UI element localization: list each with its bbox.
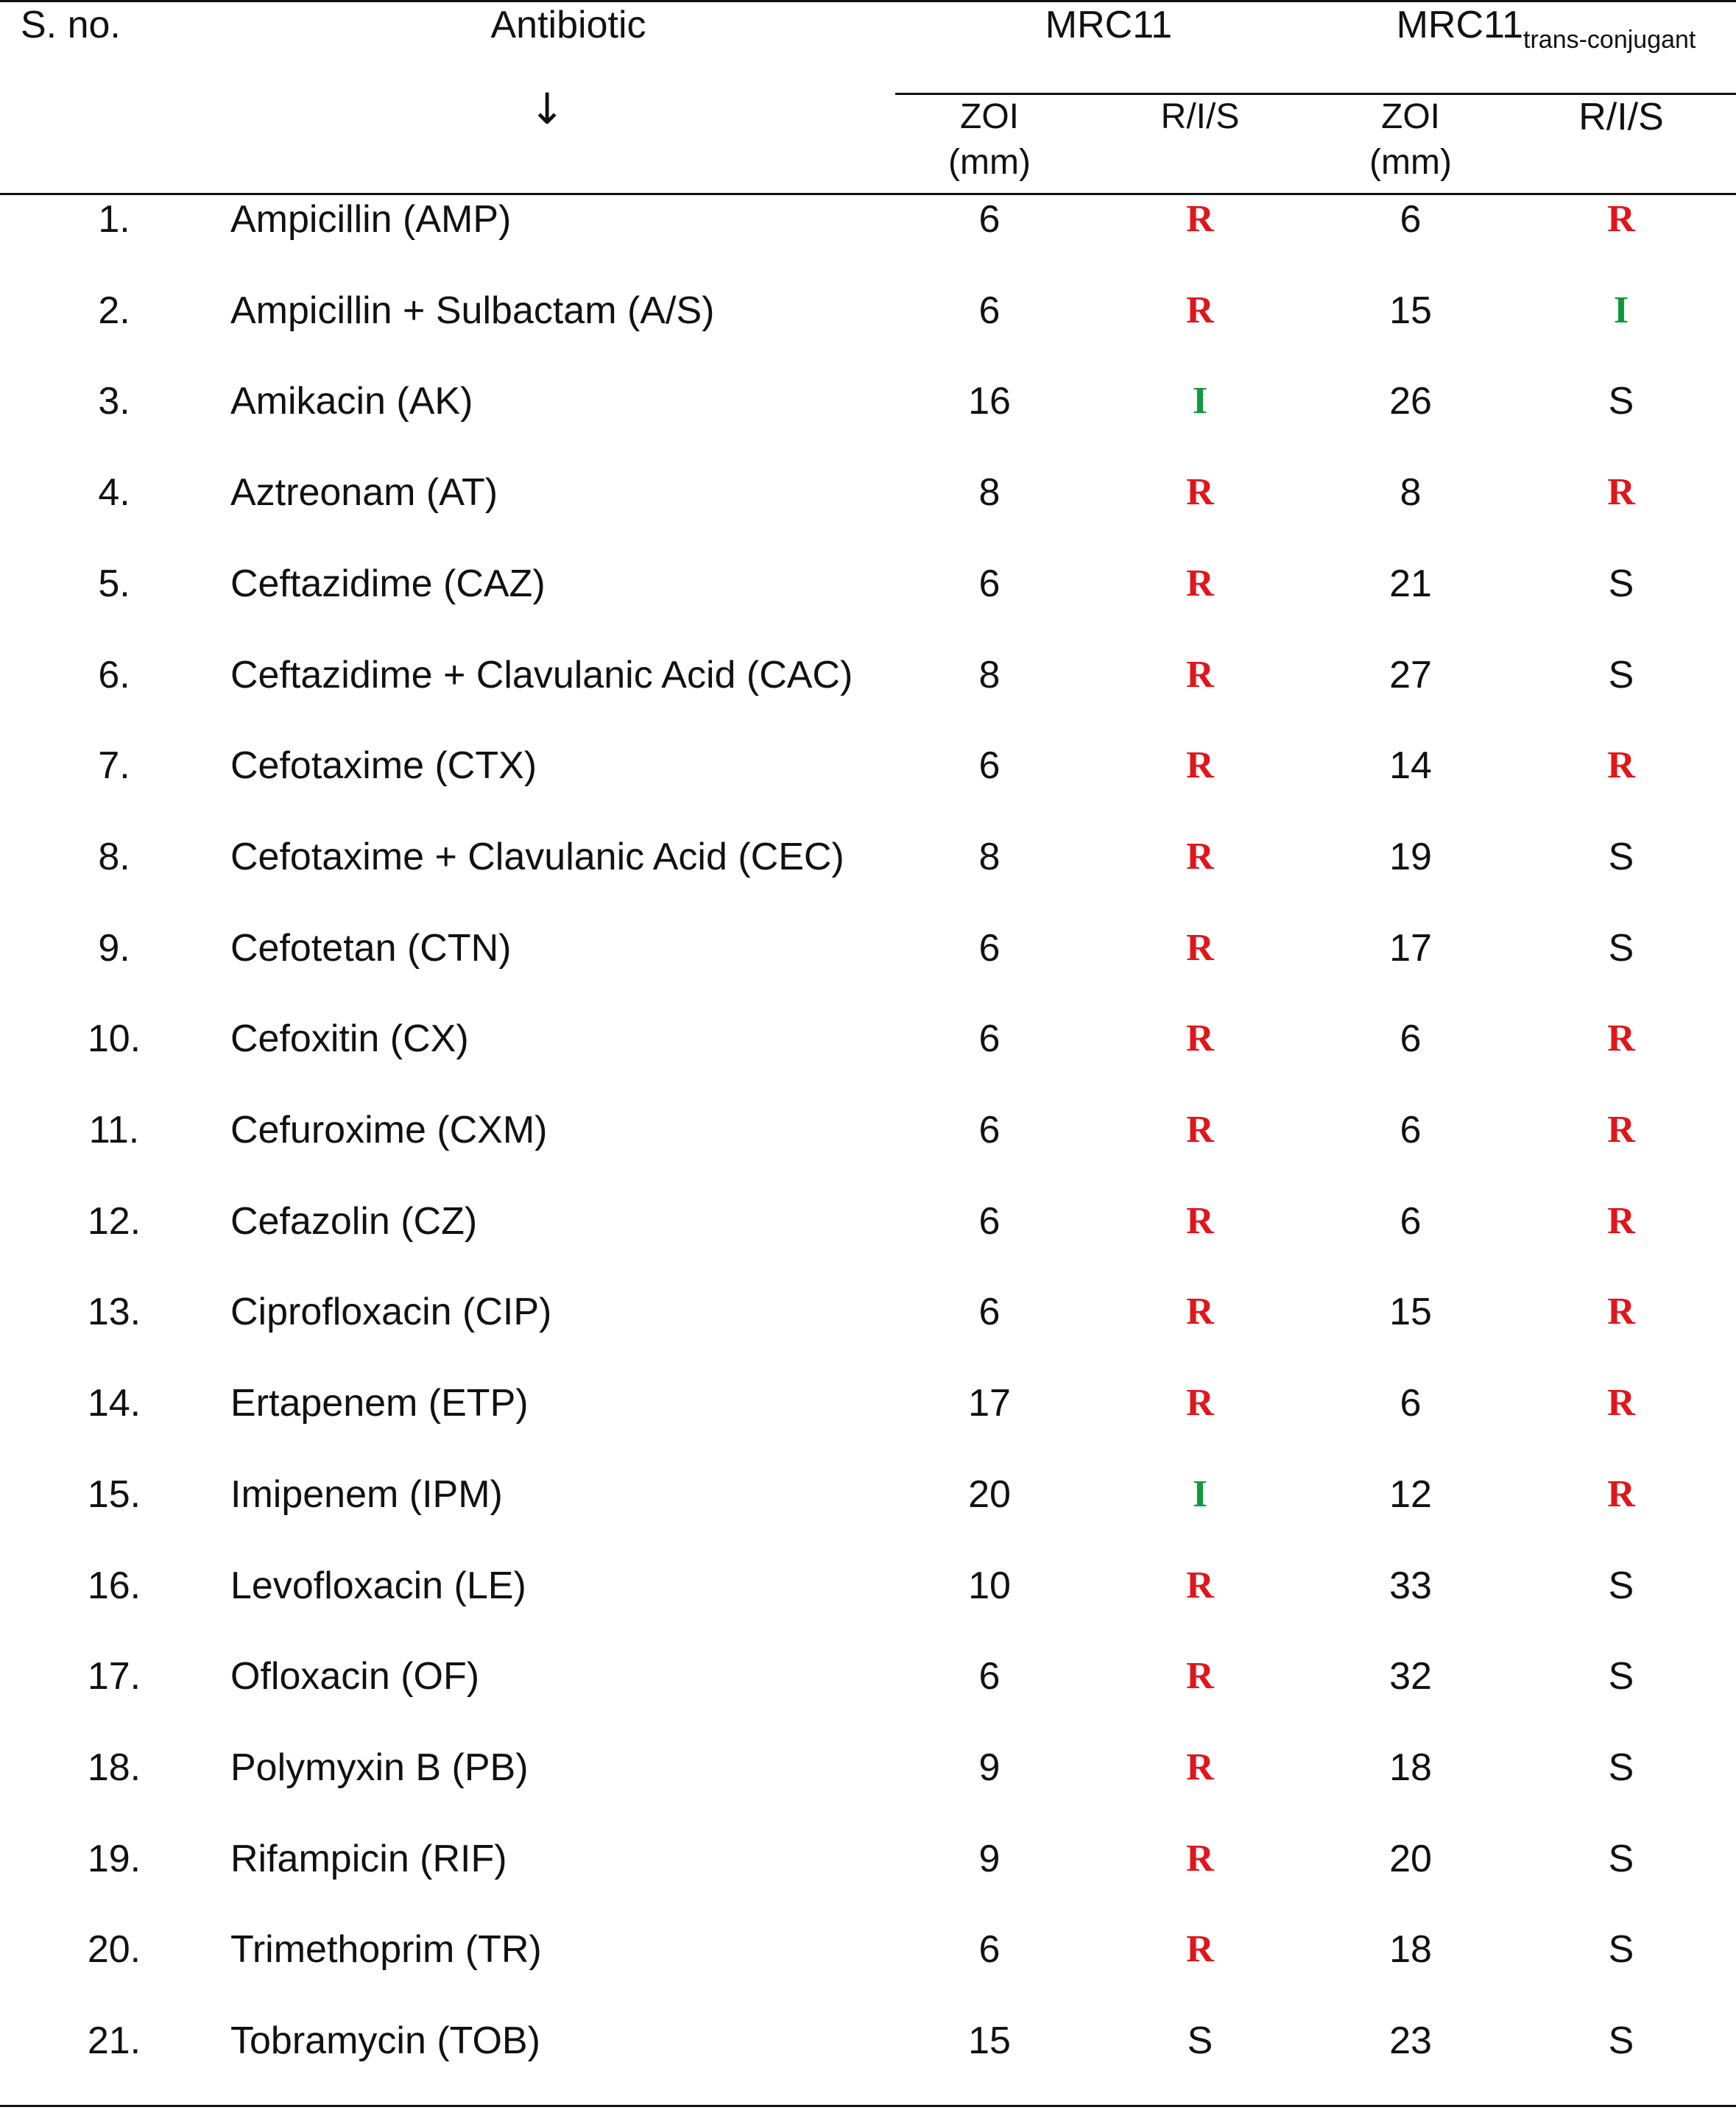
- row-ris-mrc11: R: [1186, 1109, 1214, 1151]
- row-antibiotic-name: Cefotaxime + Clavulanic Acid (CEC): [230, 836, 844, 878]
- row-zoi-mrc11: 6: [978, 1109, 1001, 1151]
- row-zoi-transconjugant: 12: [1389, 1473, 1432, 1516]
- row-serial-number: 18.: [87, 1746, 141, 1789]
- row-zoi-transconjugant: 6: [1400, 198, 1422, 241]
- row-ris-mrc11: R: [1186, 1564, 1214, 1606]
- row-serial-number: 10.: [87, 1017, 141, 1060]
- row-serial-number: 9.: [98, 927, 130, 970]
- row-serial-number: 20.: [87, 1928, 141, 1971]
- row-ris-transconjugant: R: [1607, 1473, 1635, 1515]
- row-zoi-transconjugant: 6: [1400, 1382, 1422, 1425]
- row-ris-mrc11: I: [1192, 380, 1208, 422]
- row-zoi-mrc11: 6: [978, 1655, 1001, 1698]
- row-zoi-transconjugant: 21: [1389, 562, 1432, 605]
- row-antibiotic-name: Ofloxacin (OF): [230, 1655, 480, 1698]
- row-ris-transconjugant: S: [1608, 562, 1634, 605]
- row-serial-number: 16.: [87, 1564, 141, 1607]
- row-serial-number: 1.: [98, 198, 130, 241]
- row-antibiotic-name: Tobramycin (TOB): [230, 2019, 540, 2062]
- row-serial-number: 14.: [87, 1382, 141, 1425]
- row-ris-transconjugant: I: [1613, 289, 1629, 331]
- row-zoi-mrc11: 8: [978, 654, 1001, 696]
- row-ris-transconjugant: R: [1607, 1291, 1635, 1333]
- row-antibiotic-name: Cefotaxime (CTX): [230, 744, 537, 787]
- row-ris-mrc11: R: [1186, 927, 1214, 969]
- row-serial-number: 2.: [98, 289, 130, 332]
- row-antibiotic-name: Amikacin (AK): [230, 380, 473, 423]
- row-ris-transconjugant: S: [1608, 927, 1634, 970]
- row-zoi-mrc11: 15: [968, 2019, 1011, 2062]
- row-zoi-mrc11: 17: [968, 1382, 1011, 1425]
- row-serial-number: 6.: [98, 654, 130, 696]
- row-serial-number: 19.: [87, 1838, 141, 1880]
- row-zoi-mrc11: 6: [978, 927, 1001, 970]
- header-zoi-label: ZOI: [1381, 97, 1440, 136]
- row-antibiotic-name: Ertapenem (ETP): [230, 1382, 529, 1425]
- row-antibiotic-name: Aztreonam (AT): [230, 471, 498, 514]
- row-serial-number: 12.: [87, 1200, 141, 1243]
- row-zoi-transconjugant: 23: [1389, 2019, 1432, 2062]
- row-ris-transconjugant: S: [1608, 1564, 1634, 1607]
- row-antibiotic-name: Ampicillin + Sulbactam (A/S): [230, 289, 715, 332]
- row-serial-number: 13.: [87, 1291, 141, 1333]
- header-zoi-mrc11: [908, 94, 1070, 186]
- row-ris-transconjugant: R: [1607, 1382, 1635, 1424]
- row-zoi-mrc11: 20: [968, 1473, 1011, 1516]
- row-zoi-transconjugant: 27: [1389, 654, 1432, 696]
- row-zoi-transconjugant: 33: [1389, 1564, 1432, 1607]
- header-ris-transconjugant: R/I/S: [1578, 96, 1664, 138]
- row-zoi-transconjugant: 6: [1400, 1200, 1422, 1243]
- header-group2-subscript: trans-conjugant: [1523, 26, 1696, 54]
- row-ris-mrc11: R: [1186, 1655, 1214, 1697]
- row-ris-transconjugant: R: [1607, 471, 1635, 513]
- row-ris-transconjugant: S: [1608, 654, 1634, 696]
- row-antibiotic-name: Trimethoprim (TR): [230, 1928, 542, 1971]
- row-zoi-transconjugant: 14: [1389, 744, 1432, 787]
- row-antibiotic-name: Ceftazidime + Clavulanic Acid (CAC): [230, 654, 853, 696]
- header-serial-number: S. no.: [21, 4, 121, 46]
- row-zoi-transconjugant: 26: [1389, 380, 1432, 423]
- row-antibiotic-name: Ciprofloxacin (CIP): [230, 1291, 552, 1333]
- row-ris-mrc11: R: [1186, 1928, 1214, 1970]
- row-ris-mrc11: R: [1186, 1838, 1214, 1880]
- row-antibiotic-name: Cefoxitin (CX): [230, 1017, 469, 1060]
- row-zoi-transconjugant: 18: [1389, 1746, 1432, 1789]
- row-ris-transconjugant: S: [1608, 1928, 1634, 1971]
- row-antibiotic-name: Ceftazidime (CAZ): [230, 562, 546, 605]
- row-ris-transconjugant: R: [1607, 1109, 1635, 1151]
- row-ris-mrc11: S: [1187, 2019, 1213, 2062]
- row-zoi-mrc11: 6: [978, 744, 1001, 787]
- row-zoi-transconjugant: 20: [1389, 1838, 1432, 1880]
- top-rule: [0, 0, 1736, 2]
- row-ris-transconjugant: S: [1608, 2019, 1634, 2062]
- row-ris-transconjugant: R: [1607, 1200, 1635, 1242]
- row-antibiotic-name: Polymyxin B (PB): [230, 1746, 529, 1789]
- row-serial-number: 15.: [87, 1473, 141, 1516]
- header-zoi-transconjugant: [1330, 94, 1492, 186]
- row-ris-mrc11: R: [1186, 1291, 1214, 1333]
- table-bottom-rule: [0, 2105, 1736, 2107]
- header-antibiotic: Antibiotic: [490, 4, 646, 46]
- row-antibiotic-name: Ampicillin (AMP): [230, 198, 512, 241]
- row-zoi-transconjugant: 18: [1389, 1928, 1432, 1971]
- row-zoi-mrc11: 6: [978, 1291, 1001, 1333]
- row-ris-mrc11: R: [1186, 744, 1214, 786]
- row-serial-number: 8.: [98, 836, 130, 878]
- header-bottom-rule: [0, 193, 1736, 195]
- row-antibiotic-name: Cefazolin (CZ): [230, 1200, 478, 1243]
- row-ris-mrc11: R: [1186, 289, 1214, 331]
- row-zoi-mrc11: 6: [978, 289, 1001, 332]
- row-zoi-mrc11: 6: [978, 1200, 1001, 1243]
- row-zoi-transconjugant: 15: [1389, 1291, 1432, 1333]
- header-zoi-unit: (mm): [1369, 143, 1452, 182]
- header-ris-mrc11: R/I/S: [1160, 97, 1240, 136]
- row-serial-number: 4.: [98, 471, 130, 514]
- row-ris-transconjugant: R: [1607, 198, 1635, 240]
- row-ris-transconjugant: R: [1607, 744, 1635, 786]
- row-zoi-transconjugant: 6: [1400, 1109, 1422, 1151]
- row-ris-transconjugant: S: [1608, 1746, 1634, 1789]
- header-group-mrc11-transconjugant: [1369, 3, 1723, 62]
- row-ris-mrc11: R: [1186, 198, 1214, 240]
- row-antibiotic-name: Imipenem (IPM): [230, 1473, 503, 1516]
- row-ris-mrc11: R: [1186, 1200, 1214, 1242]
- row-serial-number: 3.: [98, 380, 130, 423]
- header-group-mrc11: MRC11: [1045, 4, 1173, 46]
- row-ris-mrc11: I: [1192, 1473, 1208, 1515]
- row-ris-mrc11: R: [1186, 1017, 1214, 1059]
- row-zoi-mrc11: 9: [978, 1746, 1001, 1789]
- row-ris-transconjugant: S: [1608, 1655, 1634, 1698]
- row-zoi-mrc11: 8: [978, 836, 1001, 878]
- row-zoi-mrc11: 6: [978, 198, 1001, 241]
- row-zoi-transconjugant: 19: [1389, 836, 1432, 878]
- header-zoi-label: ZOI: [960, 97, 1019, 136]
- row-ris-transconjugant: R: [1607, 1017, 1635, 1059]
- row-ris-mrc11: R: [1186, 562, 1214, 604]
- row-zoi-mrc11: 10: [968, 1564, 1011, 1607]
- row-ris-transconjugant: S: [1608, 380, 1634, 423]
- row-serial-number: 17.: [87, 1655, 141, 1698]
- header-zoi-unit: (mm): [948, 143, 1031, 182]
- row-antibiotic-name: Rifampicin (RIF): [230, 1838, 507, 1880]
- row-antibiotic-name: Levofloxacin (LE): [230, 1564, 526, 1607]
- row-zoi-mrc11: 6: [978, 562, 1001, 605]
- row-antibiotic-name: Cefuroxime (CXM): [230, 1109, 548, 1151]
- row-zoi-mrc11: 16: [968, 380, 1011, 423]
- row-zoi-transconjugant: 17: [1389, 927, 1432, 970]
- row-serial-number: 21.: [87, 2019, 141, 2062]
- row-zoi-transconjugant: 15: [1389, 289, 1432, 332]
- row-serial-number: 5.: [98, 562, 130, 605]
- row-zoi-transconjugant: 6: [1400, 1017, 1422, 1060]
- row-serial-number: 11.: [88, 1109, 140, 1151]
- row-zoi-mrc11: 9: [978, 1838, 1001, 1880]
- row-ris-mrc11: R: [1186, 654, 1214, 696]
- row-zoi-mrc11: 6: [978, 1928, 1001, 1971]
- row-zoi-mrc11: 6: [978, 1017, 1001, 1060]
- row-ris-mrc11: R: [1186, 1746, 1214, 1788]
- row-ris-transconjugant: S: [1608, 836, 1634, 878]
- row-ris-mrc11: R: [1186, 836, 1214, 878]
- down-arrow-icon: ↓: [529, 84, 565, 134]
- row-zoi-mrc11: 8: [978, 471, 1001, 514]
- row-zoi-transconjugant: 8: [1400, 471, 1422, 514]
- row-ris-mrc11: R: [1186, 1382, 1214, 1424]
- row-ris-transconjugant: S: [1608, 1838, 1634, 1880]
- row-ris-mrc11: R: [1186, 471, 1214, 513]
- row-serial-number: 7.: [98, 744, 130, 787]
- row-zoi-transconjugant: 32: [1389, 1655, 1432, 1698]
- row-antibiotic-name: Cefotetan (CTN): [230, 927, 512, 970]
- header-group2-base: MRC11: [1396, 4, 1524, 46]
